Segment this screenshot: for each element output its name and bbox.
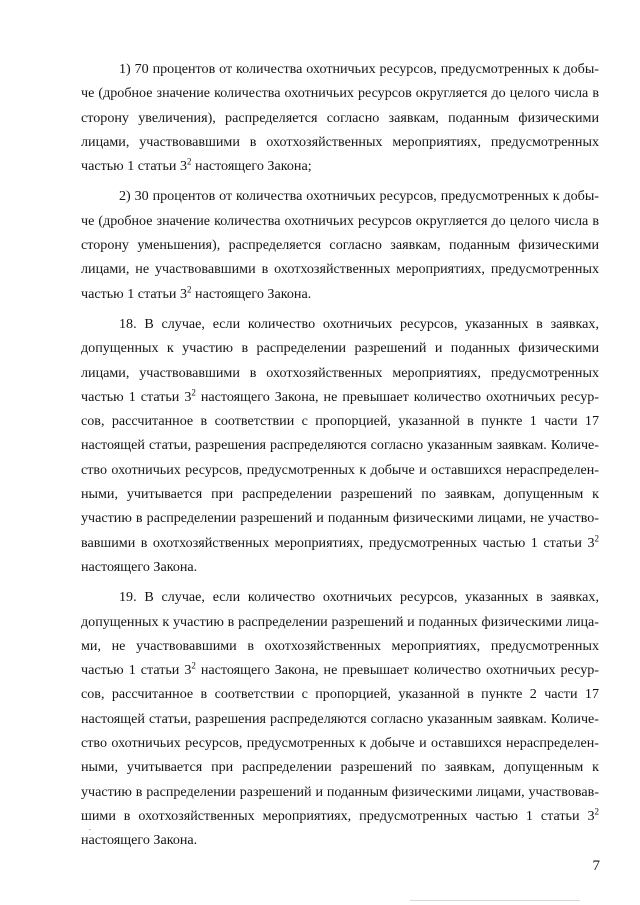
superscript-mark: 2	[191, 387, 196, 398]
paragraph-clause-19	[81, 585, 599, 852]
body-text	[81, 57, 599, 859]
page-number: 7	[592, 858, 600, 874]
superscript-mark: 2	[594, 806, 599, 817]
superscript-mark: 2	[187, 283, 192, 294]
text-run: 1) 70 процентов от количества охотничьих ресурсов, предусмотренных к добыче (дробное значение количества охотничьих ресурсов округляется до целого числа в сторону увеличения), распределяется согласно заявкам, поданным физическими лицами, участвовавшими в охотхозяйственных мероприятиях, предусмотренных частью 1 статьи 3	[81, 61, 599, 175]
text-run: настоящего Закона;	[191, 158, 312, 175]
text-run: настоящего Закона, не превышает количество охотничьих ресурсов, рассчитанное в соответствии с пропорцией, указанной в пункте 1 части 17 настоящей статьи, разрешения распределяются согласно указанным заявкам. Количество охотничьих ресурсов, предусмотренных к добыче и оставшихся нераспределенными, учитывается при распределении разрешений по заявкам, допущенным к участию в распределении разрешений и поданным физическими лицами, не участвовавшими в охотхозяйственных мероприятиях, предусмотренных частью 1 статьи 3	[81, 388, 599, 551]
text-run: 19. В случае, если количество охотничьих ресурсов, указанных в заявках, допущенных к участию в распределении разрешений и поданных физическими лицами, не участвовавшими в охотхозяйственных мероприятиях, предусмотренных частью 1 статьи 3	[81, 589, 599, 679]
text-run: настоящего Закона.	[81, 558, 198, 575]
paragraph-item-1	[81, 57, 599, 178]
text-run: настоящего Закона.	[191, 285, 312, 302]
superscript-mark: 2	[187, 156, 192, 167]
scan-artifact-dot	[89, 829, 91, 830]
superscript-mark: 2	[594, 532, 599, 543]
text-run: 2) 30 процентов от количества охотничьих ресурсов, предусмотренных к добыче (дробное значение количества охотничьих ресурсов округляется до целого числа в сторону уменьшения), распределяется согласно заявкам, поданным физическими лицами, не участвовавшими в охотхозяйственных мероприятиях, предусмотренных частью 1 статьи 3	[81, 188, 599, 302]
text-run: 18. В случае, если количество охотничьих ресурсов, указанных в заявках, допущенных к участию в распределении разрешений и поданных физическими лицами, участвовавшими в охотхозяйственных мероприятиях, предусмотренных частью 1 статьи 3	[81, 315, 599, 405]
text-run: настоящего Закона, не превышает количество охотничьих ресурсов, рассчитанное в соответствии с пропорцией, указанной в пункте 2 части 17 настоящей статьи, разрешения распределяются согласно указанным заявкам. Количество охотничьих ресурсов, предусмотренных к добыче и оставшихся нераспределенными, учитывается при распределении разрешений по заявкам, допущенным к участию в распределении разрешений и поданным физическими лицами, участвовавшими в охотхозяйственных мероприятиях, предусмотренных частью 1 статьи 3	[81, 662, 599, 824]
text-run: настоящего Закона.	[81, 832, 198, 849]
paragraph-item-2	[81, 184, 599, 305]
paragraph-clause-18	[81, 312, 599, 579]
superscript-mark: 2	[191, 660, 196, 671]
scan-artifact-edge	[410, 900, 580, 901]
